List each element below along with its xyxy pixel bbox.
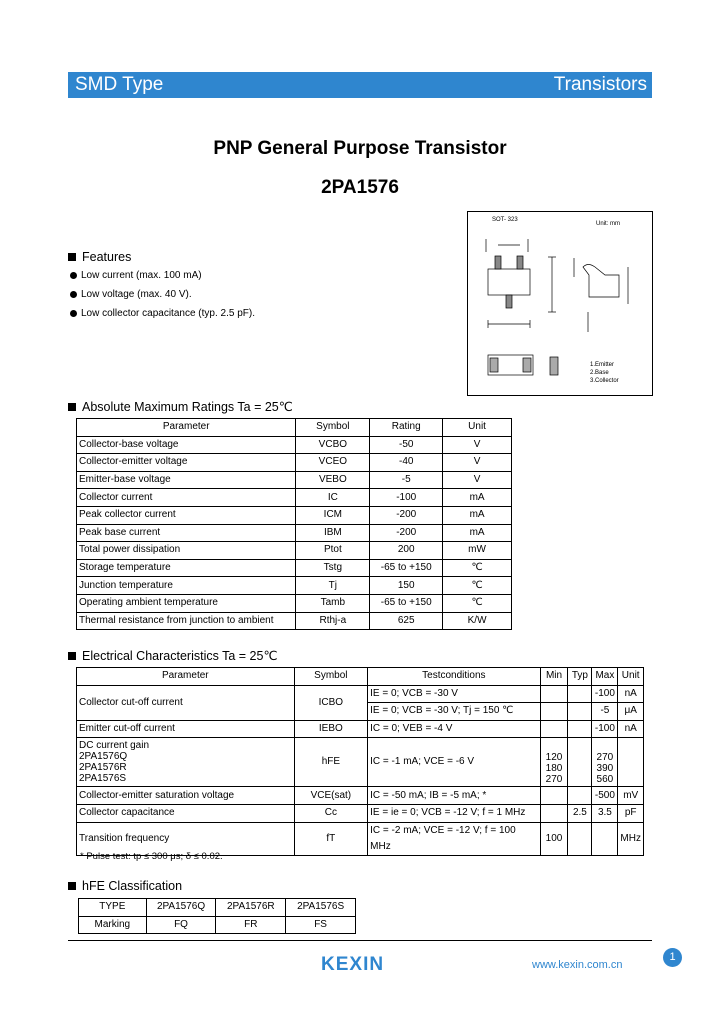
max-cell: 3.5 (592, 804, 618, 822)
feature-text: Low current (max. 100 mA) (81, 270, 202, 281)
table-cell: 2PA1576Q (146, 899, 216, 917)
unit-cell: MHz (618, 822, 644, 855)
table-cell: Marking (79, 916, 147, 934)
rating-cell: 150 (370, 577, 443, 595)
max-value: 560 (596, 773, 614, 785)
typ-cell: 2.5 (568, 804, 592, 822)
unit-cell: mA (443, 524, 512, 542)
table-row (79, 899, 356, 917)
rating-cell: -50 (370, 436, 443, 454)
col-header: Typ (568, 668, 592, 686)
bullet-icon (70, 291, 77, 298)
rating-cell: -200 (370, 506, 443, 524)
table-cell: FQ (146, 916, 216, 934)
elec-heading-text: Electrical Characteristics Ta = 25℃ (82, 649, 278, 663)
unit-cell: mV (618, 787, 644, 805)
col-header: Rating (370, 419, 443, 437)
table-row (77, 612, 512, 630)
table-row (79, 916, 356, 934)
symbol-cell: Tamb (296, 594, 370, 612)
part-number: 2PA1576 (321, 177, 399, 198)
unit-cell: pF (618, 804, 644, 822)
elec-char-table (76, 667, 644, 856)
rating-cell: -200 (370, 524, 443, 542)
pulse-test-note: * Pulse test: tp ≤ 300 μs; δ ≤ 0.02. (80, 851, 223, 862)
header-right: Transistors (553, 74, 647, 95)
package-pin-1: 1.Emitter (590, 362, 615, 368)
table-row (77, 506, 512, 524)
max-cell (592, 738, 618, 787)
table-row (77, 804, 644, 822)
header-banner (68, 72, 652, 98)
package-pin-2: 2.Base (590, 370, 609, 376)
square-bullet-icon (68, 403, 76, 411)
package-outline-icon (468, 212, 652, 395)
param-cell: Collector-emitter voltage (77, 454, 296, 472)
unit-cell: ℃ (443, 594, 512, 612)
abs-max-table (76, 418, 512, 630)
max-value: 270 (596, 751, 614, 763)
min-cell: 100 (540, 822, 568, 855)
param-cell: Total power dissipation (77, 542, 296, 560)
table-row (77, 720, 644, 738)
min-value: 180 (545, 762, 563, 774)
square-bullet-icon (68, 253, 76, 261)
symbol-cell: VEBO (296, 471, 370, 489)
features-heading (68, 250, 131, 264)
feature-text: Low voltage (max. 40 V). (81, 289, 192, 300)
unit-cell: V (443, 436, 512, 454)
table-header-row (77, 419, 512, 437)
cond-cell: IC = -50 mA; IB = -5 mA; * (368, 787, 540, 805)
abs-heading-text: Absolute Maximum Ratings Ta = 25℃ (82, 400, 293, 414)
param-cell (77, 738, 295, 787)
min-cell (540, 738, 568, 787)
param-cell: Collector-emitter saturation voltage (77, 787, 295, 805)
feature-item (70, 308, 255, 319)
unit-cell: μA (618, 703, 644, 721)
param-cell: Transition frequency (77, 822, 295, 855)
page-number: 1 (663, 948, 682, 967)
symbol-cell: Rthj-a (296, 612, 370, 630)
min-value: 120 (545, 751, 563, 763)
header-left: SMD Type (75, 74, 164, 95)
max-cell: -500 (592, 787, 618, 805)
table-cell: FS (286, 916, 356, 934)
hfe-class-table (78, 898, 356, 934)
rating-cell: -65 to +150 (370, 559, 443, 577)
table-row (77, 559, 512, 577)
table-row (77, 787, 644, 805)
table-row (77, 524, 512, 542)
package-pin-3: 3.Collector (590, 378, 619, 384)
unit-cell: nA (618, 685, 644, 703)
col-header: Unit (618, 668, 644, 686)
cond-cell: IC = -2 mA; VCE = -12 V; f = 100 MHz (368, 822, 540, 855)
features-heading-text: Features (82, 250, 132, 264)
symbol-cell: ICM (296, 506, 370, 524)
cond-cell: IC = 0; VEB = -4 V (368, 720, 540, 738)
unit-cell: K/W (443, 612, 512, 630)
feature-item (70, 270, 202, 281)
unit-cell: mA (443, 489, 512, 507)
param-cell: Emitter cut-off current (77, 720, 295, 738)
unit-cell: mW (443, 542, 512, 560)
max-cell: -100 (592, 685, 618, 703)
feature-text: Low collector capacitance (typ. 2.5 pF). (81, 308, 255, 319)
symbol-cell: IC (296, 489, 370, 507)
param-sub: 2PA1576S (79, 773, 127, 785)
table-row (77, 685, 644, 703)
cond-cell: IE = 0; VCB = -30 V; Tj = 150 ℃ (368, 703, 540, 721)
table-row (77, 594, 512, 612)
col-header: Max (592, 668, 618, 686)
symbol-cell: fT (294, 822, 368, 855)
kexin-logo: KEXIN (321, 954, 385, 975)
cond-cell: IC = -1 mA; VCE = -6 V (368, 738, 540, 787)
param-cell: Collector capacitance (77, 804, 295, 822)
bullet-icon (70, 310, 77, 317)
unit-cell: nA (618, 720, 644, 738)
hfe-heading-text: hFE Classification (82, 879, 183, 893)
package-drawing (467, 211, 653, 396)
symbol-cell: Ptot (296, 542, 370, 560)
param-sub: 2PA1576R (79, 762, 127, 774)
symbol-cell: Tj (296, 577, 370, 595)
table-row (77, 738, 644, 787)
elec-heading (68, 648, 277, 663)
unit-cell: V (443, 454, 512, 472)
col-header: Min (540, 668, 568, 686)
table-header-row (77, 668, 644, 686)
footer-url[interactable]: www.kexin.com.cn (532, 959, 623, 971)
param-cell: Collector-base voltage (77, 436, 296, 454)
symbol-cell: IEBO (294, 720, 368, 738)
symbol-cell: VCE(sat) (294, 787, 368, 805)
table-row (77, 577, 512, 595)
col-header: Unit (443, 419, 512, 437)
max-cell: -5 (592, 703, 618, 721)
col-header: Symbol (296, 419, 370, 437)
abs-heading (68, 399, 293, 414)
feature-item (70, 289, 192, 300)
param-cell: Operating ambient temperature (77, 594, 296, 612)
col-header: Symbol (294, 668, 368, 686)
col-header: Parameter (77, 668, 295, 686)
rating-cell: -100 (370, 489, 443, 507)
package-unit: Unit: mm (596, 221, 620, 227)
table-row (77, 454, 512, 472)
col-header: Testconditions (368, 668, 540, 686)
symbol-cell: Cc (294, 804, 368, 822)
param-cell: Storage temperature (77, 559, 296, 577)
param-cell: Collector cut-off current (77, 685, 295, 720)
param-text: DC current gain (79, 740, 150, 752)
table-row (77, 436, 512, 454)
rating-cell: 200 (370, 542, 443, 560)
rating-cell: -65 to +150 (370, 594, 443, 612)
col-header: Parameter (77, 419, 296, 437)
symbol-cell: ICBO (294, 685, 368, 720)
rating-cell: -40 (370, 454, 443, 472)
table-cell: 2PA1576S (286, 899, 356, 917)
symbol-cell: Tstg (296, 559, 370, 577)
unit-cell: ℃ (443, 577, 512, 595)
param-cell: Peak base current (77, 524, 296, 542)
param-sub: 2PA1576Q (79, 751, 128, 763)
package-name: SOT- 323 (492, 217, 518, 223)
param-cell: Emitter-base voltage (77, 471, 296, 489)
doc-title: PNP General Purpose Transistor (213, 138, 507, 159)
square-bullet-icon (68, 882, 76, 890)
symbol-cell: VCEO (296, 454, 370, 472)
bullet-icon (70, 272, 77, 279)
table-row (77, 542, 512, 560)
cond-cell: IE = 0; VCB = -30 V (368, 685, 540, 703)
square-bullet-icon (68, 652, 76, 660)
table-cell: TYPE (79, 899, 147, 917)
rating-cell: 625 (370, 612, 443, 630)
symbol-cell: IBM (296, 524, 370, 542)
table-row (77, 471, 512, 489)
table-cell: FR (216, 916, 286, 934)
table-cell: 2PA1576R (216, 899, 286, 917)
max-cell: -100 (592, 720, 618, 738)
unit-cell: mA (443, 506, 512, 524)
param-cell: Peak collector current (77, 506, 296, 524)
unit-cell: V (443, 471, 512, 489)
table-row (77, 489, 512, 507)
max-value: 390 (596, 762, 614, 774)
unit-cell: ℃ (443, 559, 512, 577)
param-cell: Thermal resistance from junction to ambient (77, 612, 296, 630)
param-cell: Junction temperature (77, 577, 296, 595)
footer-divider (68, 940, 652, 941)
rating-cell: -5 (370, 471, 443, 489)
cond-cell: IE = ie = 0; VCB = -12 V; f = 1 MHz (368, 804, 540, 822)
symbol-cell: hFE (294, 738, 368, 787)
param-cell: Collector current (77, 489, 296, 507)
symbol-cell: VCBO (296, 436, 370, 454)
hfe-heading (68, 879, 182, 893)
min-value: 270 (545, 773, 563, 785)
